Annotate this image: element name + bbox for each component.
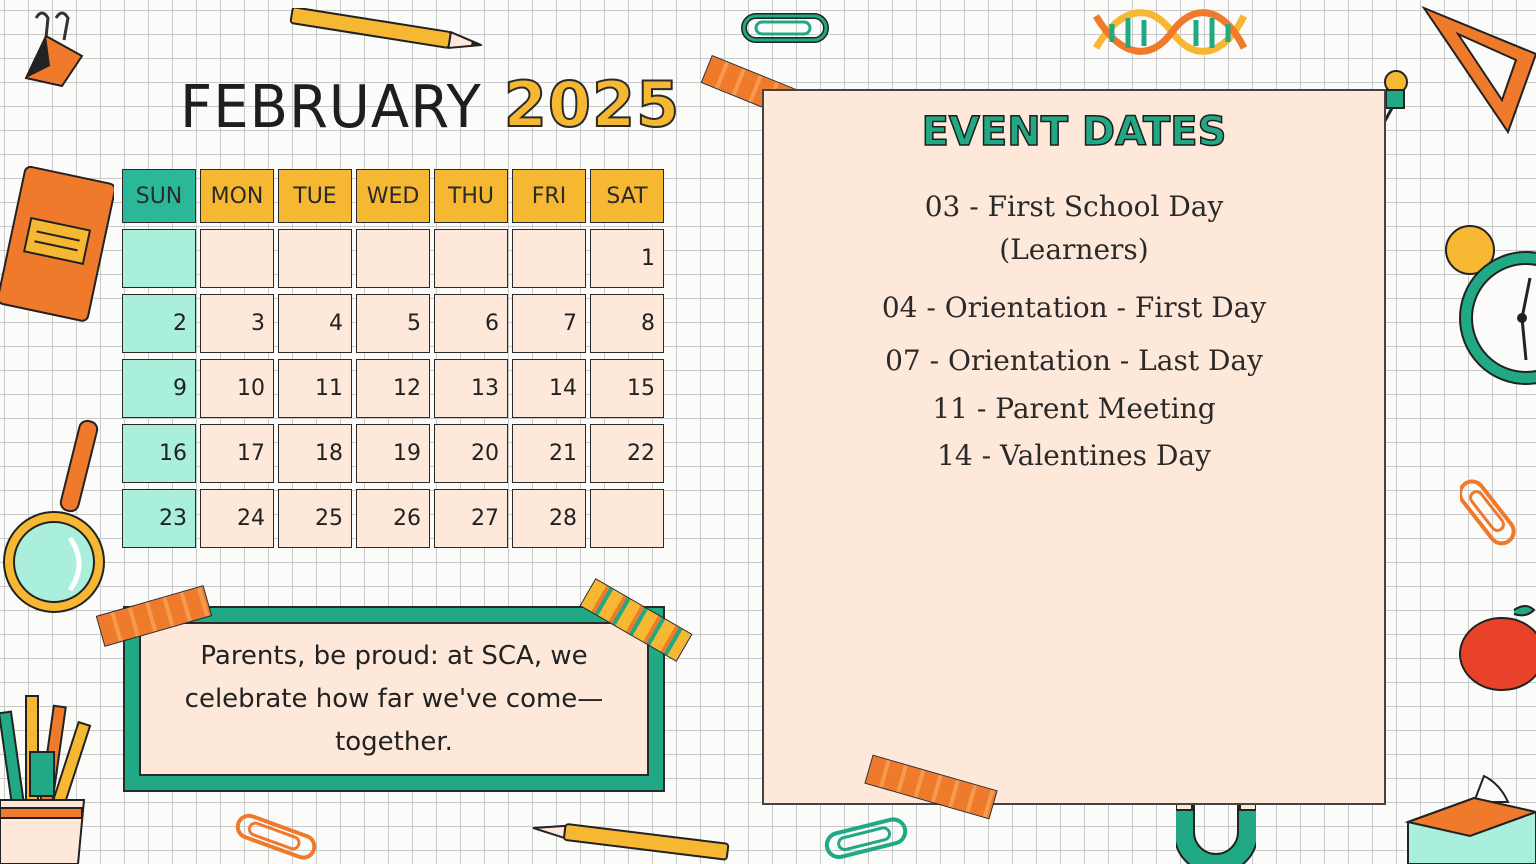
day-cell: 2 (122, 294, 196, 353)
event-item: 03 - First School Day (924, 190, 1224, 223)
event-dates-panel (762, 89, 1386, 805)
pencil-icon (528, 820, 734, 864)
apple-icon (1456, 596, 1536, 696)
day-cell (434, 229, 508, 288)
pencil-cup-icon (0, 682, 112, 864)
set-square-icon (1418, 4, 1536, 134)
day-cell: 26 (356, 489, 430, 548)
day-cell: 17 (200, 424, 274, 483)
day-cell: 18 (278, 424, 352, 483)
event-item: 11 - Parent Meeting (932, 392, 1216, 425)
magnifying-glass-icon (0, 414, 112, 616)
quote-line: Parents, be proud: at SCA, we (200, 640, 588, 671)
paperclip-icon (1460, 470, 1520, 550)
day-cell: 6 (434, 294, 508, 353)
day-cell: 14 (512, 359, 586, 418)
weekday-header (122, 169, 666, 223)
day-cell (200, 229, 274, 288)
weekday-mon: MON (200, 169, 274, 223)
day-cells (122, 229, 666, 548)
weekday-thu: THU (434, 169, 508, 223)
day-cell: 22 (590, 424, 664, 483)
quote-line: together. (335, 726, 453, 757)
paperclip-icon (232, 812, 322, 862)
event-dates-title: EVENT DATES (921, 109, 1227, 155)
day-cell: 12 (356, 359, 430, 418)
pencil-icon (286, 8, 491, 58)
day-cell (590, 489, 664, 548)
quote-panel (139, 622, 649, 776)
quote-text (185, 635, 604, 764)
weekday-fri: FRI (512, 169, 586, 223)
alarm-clock-icon (1438, 214, 1536, 392)
dna-icon (1092, 4, 1248, 60)
event-item-continuation: (Learners) (999, 233, 1149, 266)
day-cell: 10 (200, 359, 274, 418)
day-cell (512, 229, 586, 288)
paperclip-icon (822, 814, 912, 862)
event-item: 04 - Orientation - First Day (881, 291, 1267, 324)
day-cell: 5 (356, 294, 430, 353)
day-cell: 24 (200, 489, 274, 548)
year-label: 2025 (503, 68, 681, 141)
day-cell: 11 (278, 359, 352, 418)
day-cell: 9 (122, 359, 196, 418)
day-cell: 8 (590, 294, 664, 353)
day-cell: 23 (122, 489, 196, 548)
weekday-sun: SUN (122, 169, 196, 223)
day-cell: 28 (512, 489, 586, 548)
event-item: 14 - Valentines Day (937, 439, 1211, 472)
day-cell: 3 (200, 294, 274, 353)
calendar-title (180, 68, 680, 148)
day-cell: 4 (278, 294, 352, 353)
magnet-icon (1176, 798, 1256, 864)
calendar-grid (122, 169, 666, 548)
tissue-box-icon (1404, 772, 1536, 864)
day-cell: 15 (590, 359, 664, 418)
day-cell: 13 (434, 359, 508, 418)
day-cell: 21 (512, 424, 586, 483)
weekday-tue: TUE (278, 169, 352, 223)
quote-line: celebrate how far we've come— (184, 683, 604, 714)
day-cell (122, 229, 196, 288)
day-cell: 19 (356, 424, 430, 483)
event-item: 07 - Orientation - Last Day (885, 344, 1263, 377)
day-cell: 27 (434, 489, 508, 548)
day-cell: 16 (122, 424, 196, 483)
quote-box (123, 606, 665, 792)
day-cell: 7 (512, 294, 586, 353)
day-cell: 1 (590, 229, 664, 288)
month-label: FEBRUARY (180, 73, 482, 142)
day-cell: 20 (434, 424, 508, 483)
day-cell (278, 229, 352, 288)
day-cell (356, 229, 430, 288)
weekday-sat: SAT (590, 169, 664, 223)
weekday-wed: WED (356, 169, 430, 223)
paperclip-icon (740, 8, 832, 48)
day-cell: 25 (278, 489, 352, 548)
notebook-icon (0, 164, 114, 328)
binder-clip-icon (16, 8, 88, 88)
